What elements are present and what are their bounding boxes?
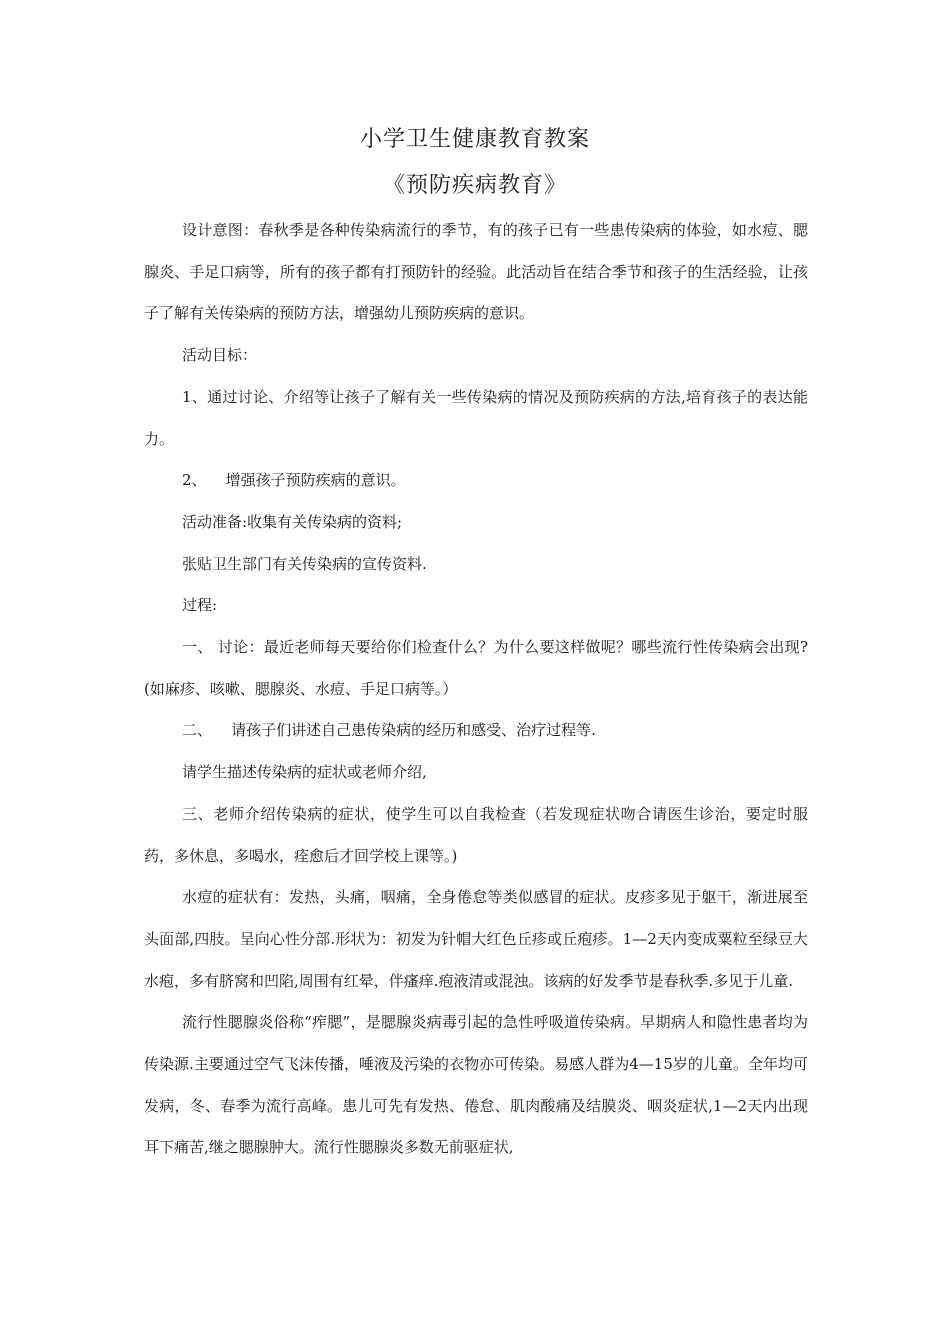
document-body	[144, 210, 808, 1169]
paragraph-goals-heading: 活动目标：	[182, 346, 258, 365]
paragraph-goal-1: 1、通过讨论、介绍等让孩子了解有关一些传染病的情况及预防疾病的方法,培育孩子的表达能力。	[144, 387, 808, 448]
paragraph-step-3: 三、老师介绍传染病的症状，使学生可以自我检查（若发现症状吻合请医生诊治，要定时服药，多休息，多喝水，痊愈后才回学校上课等。)	[144, 804, 808, 865]
paragraph-prep-1: 活动准备:收集有关传染病的资料;	[182, 512, 403, 531]
document-title: 小学卫生健康教育教案	[359, 127, 590, 152]
paragraph-step-2: 二、 请孩子们讲述自己患传染病的经历和感受、治疗过程等.	[182, 721, 596, 740]
paragraph-prep-2: 张贴卫生部门有关传染病的宣传资料.	[182, 554, 427, 573]
paragraph-goal-2: 2、 增强孩子预防疾病的意识。	[182, 471, 406, 490]
paragraph-step-2b: 请学生描述传染病的症状或老师介绍,	[182, 763, 427, 782]
paragraph-mumps: 流行性腮腺炎俗称“痄腮”，是腮腺炎病毒引起的急性呼吸道传染病。早期病人和隐性患者均为传染源.主要通过空气飞沫传播，唾液及污染的衣物亦可传染。易感人群为4—15岁的儿童。全年均可发病，冬、春季为流行高峰。患儿可先有发热、倦怠、肌肉酸痛及结膜炎、咽炎症状,1—2天内出现耳下痛苦,继之腮腺肿大。流行性腮腺炎多数无前驱症状,	[144, 1013, 808, 1157]
document-subtitle: 《预防疾病教育》	[382, 173, 567, 198]
paragraph-design-intent: 设计意图：春秋季是各种传染病流行的季节，有的孩子已有一些患传染病的体验，如水痘、腮腺炎、手足口病等，所有的孩子都有打预防针的经验。此活动旨在结合季节和孩子的生活经验，让孩子了解有关传染病的预防方法，增强幼儿预防疾病的意识。	[144, 221, 808, 323]
paragraph-step-1: 一、 讨论：最近老师每天要给你们检查什么？为什么要这样做呢？哪些流行性传染病会出现?(如麻疹、咳嗽、腮腺炎、水痘、手足口病等。）	[144, 638, 808, 698]
paragraph-chickenpox: 水痘的症状有：发热，头痛，咽痛，全身倦怠等类似感冒的症状。皮疹多见于躯干，渐进展至头面部,四肢。呈向心性分部.形状为：初发为针帽大红色丘疹或丘疱疹。1—2天内变成粟粒至绿豆大水疱，多有脐窝和凹陷,周围有红晕，伴瘙痒.疱液清或混浊。该病的好发季节是春秋季.多见于儿童.	[144, 888, 808, 990]
paragraph-process-heading: 过程:	[182, 596, 218, 615]
